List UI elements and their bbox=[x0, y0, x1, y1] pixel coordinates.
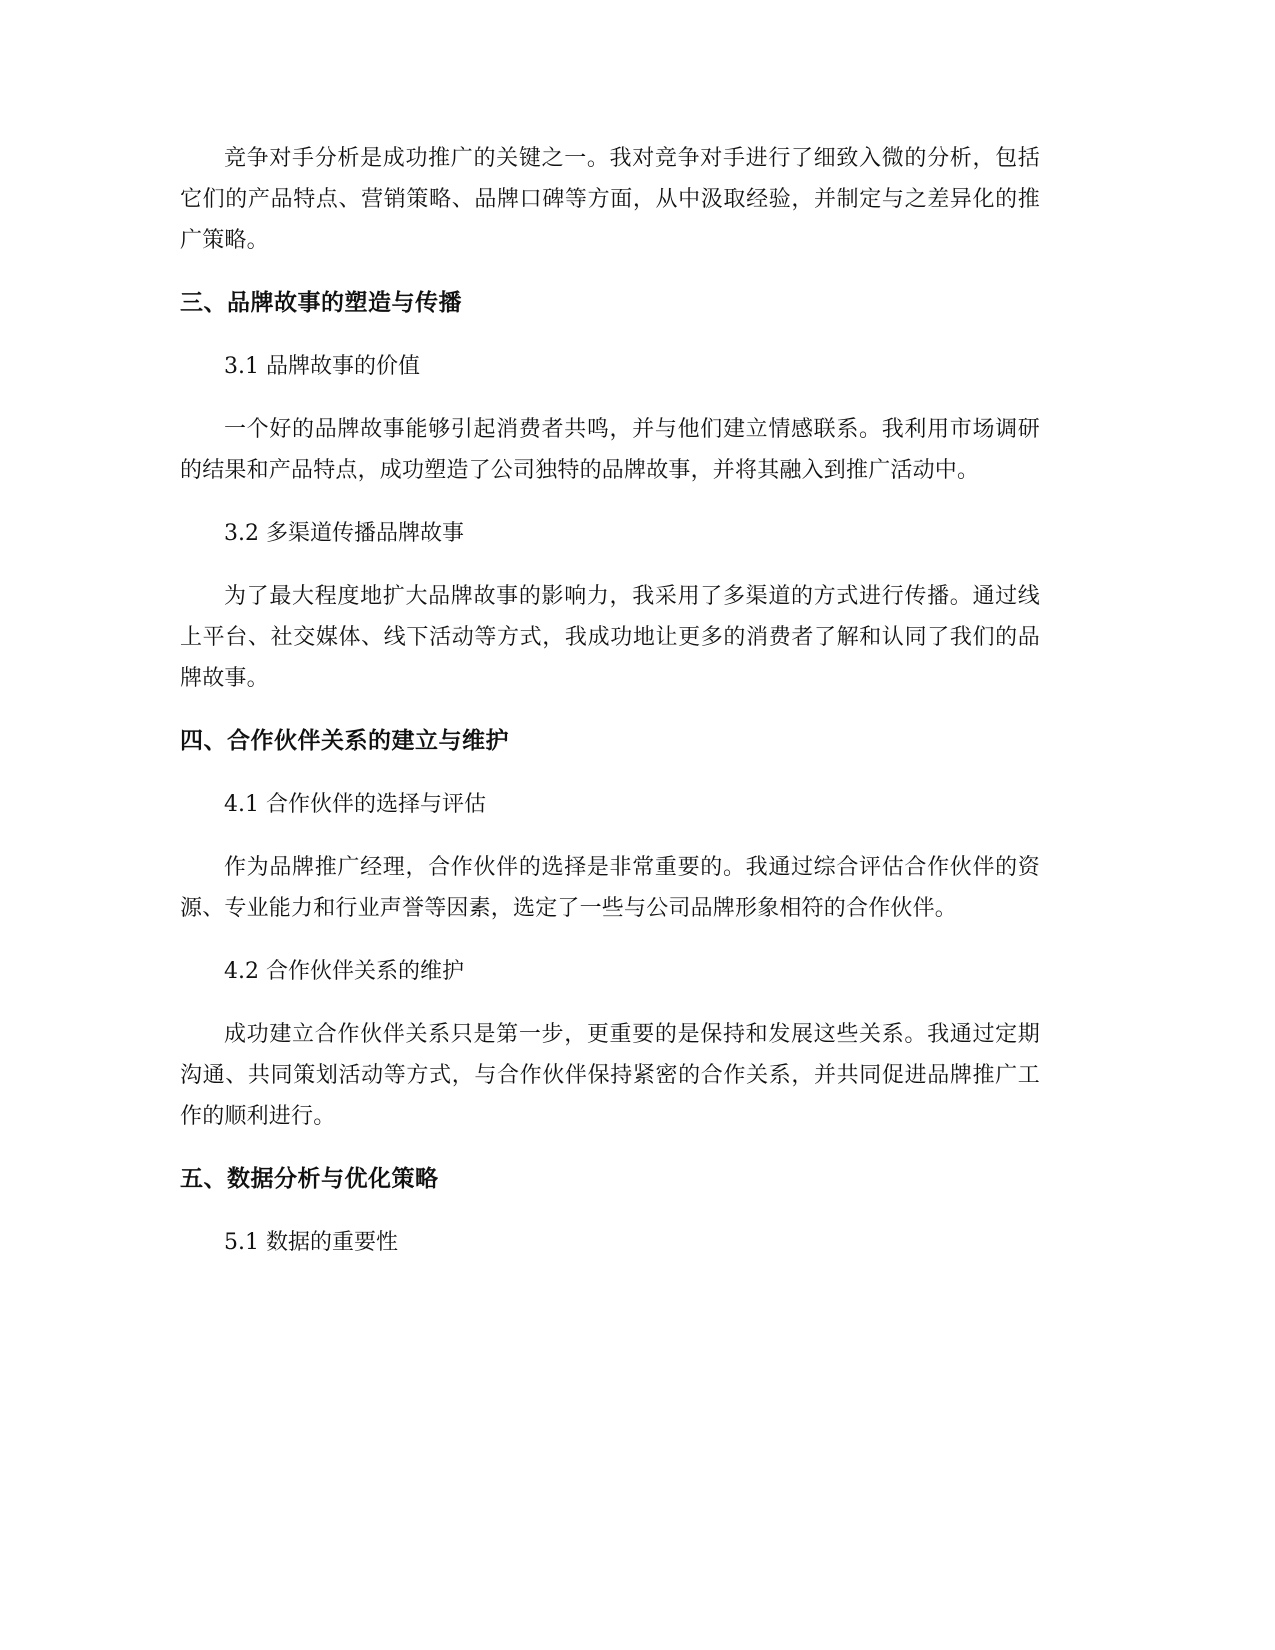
section-heading-4: 四、合作伙伴关系的建立与维护 bbox=[180, 728, 509, 754]
document-page bbox=[180, 138, 1040, 1285]
paragraph-4-2: 成功建立合作伙伴关系只是第一步，更重要的是保持和发展这些关系。我通过定期沟通、共同策划活动等方式，与合作伙伴保持紧密的合作关系，并共同促进品牌推广工作的顺利进行。 bbox=[180, 1022, 1040, 1129]
subheading-3-2: 3.2 多渠道传播品牌故事 bbox=[224, 521, 464, 546]
paragraph-competitor-analysis: 竞争对手分析是成功推广的关键之一。我对竞争对手进行了细致入微的分析，包括它们的产品特点、营销策略、品牌口碑等方面，从中汲取经验，并制定与之差异化的推广策略。 bbox=[180, 146, 1040, 253]
paragraph-3-2: 为了最大程度地扩大品牌故事的影响力，我采用了多渠道的方式进行传播。通过线上平台、社交媒体、线下活动等方式，我成功地让更多的消费者了解和认同了我们的品牌故事。 bbox=[180, 584, 1040, 691]
subheading-5-1: 5.1 数据的重要性 bbox=[224, 1230, 398, 1255]
section-heading-3: 三、品牌故事的塑造与传播 bbox=[180, 290, 462, 316]
subheading-4-1: 4.1 合作伙伴的选择与评估 bbox=[224, 792, 486, 817]
section-heading-5: 五、数据分析与优化策略 bbox=[180, 1166, 439, 1192]
subheading-4-2: 4.2 合作伙伴关系的维护 bbox=[224, 959, 464, 984]
paragraph-4-1: 作为品牌推广经理，合作伙伴的选择是非常重要的。我通过综合评估合作伙伴的资源、专业能力和行业声誉等因素，选定了一些与公司品牌形象相符的合作伙伴。 bbox=[180, 855, 1040, 921]
paragraph-3-1: 一个好的品牌故事能够引起消费者共鸣，并与他们建立情感联系。我利用市场调研的结果和产品特点，成功塑造了公司独特的品牌故事，并将其融入到推广活动中。 bbox=[180, 417, 1040, 483]
subheading-3-1: 3.1 品牌故事的价值 bbox=[224, 354, 420, 379]
